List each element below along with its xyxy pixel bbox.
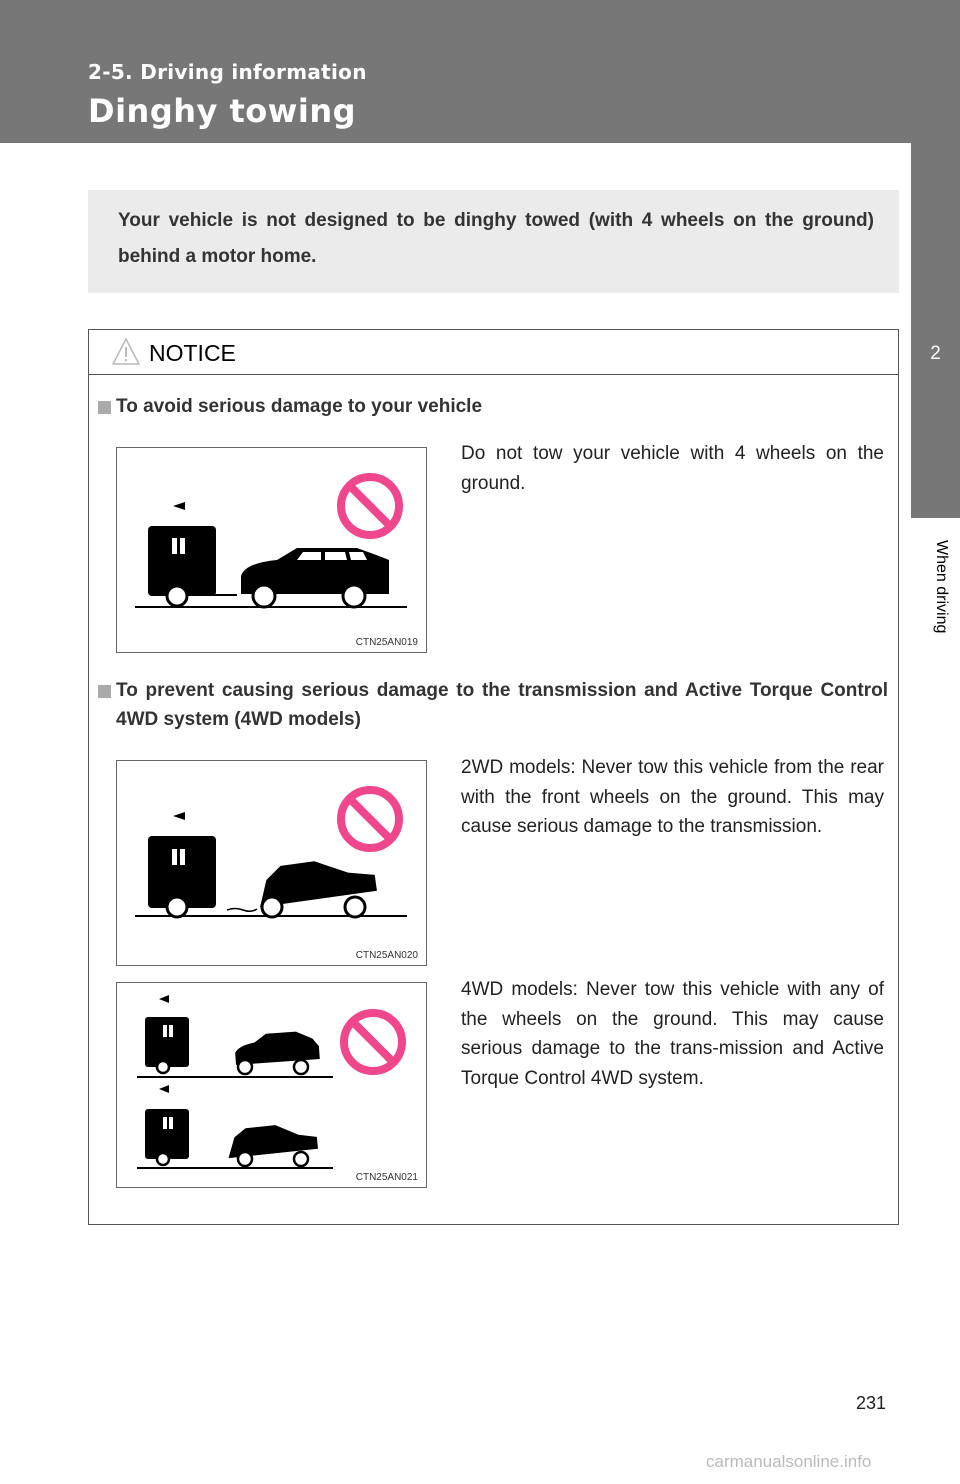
towing-illustration-3 (117, 983, 426, 1187)
notice-heading-damage: To avoid serious damage to your vehicle (116, 396, 483, 417)
figure-code: CTN25AN020 (355, 950, 418, 961)
section-label: 2-5. Driving information (88, 60, 367, 84)
figure-any-wheels-on-ground (116, 982, 427, 1188)
page-title: Dinghy towing (88, 92, 356, 130)
figure-code: CTN25AN021 (355, 1172, 418, 1183)
chapter-tab (911, 143, 960, 518)
intro-text: Your vehicle is not designed to be dinghy towed (with 4 wheels on the ground) behind a motor home. (118, 210, 874, 267)
bullet-square (98, 685, 111, 698)
watermark: carmanualsonline.info (706, 1452, 872, 1471)
figure-text-1: Do not tow your vehicle with 4 wheels on the ground. (461, 443, 884, 494)
page-number: 231 (856, 1393, 887, 1413)
notice-header (89, 330, 898, 375)
towing-illustration-1 (117, 448, 426, 652)
chapter-label: When driving (933, 540, 950, 634)
towing-illustration-2 (117, 761, 426, 965)
header-band (0, 0, 960, 143)
bullet-square (98, 401, 111, 414)
figure-text-3: 4WD models: Never tow this vehicle with any of the wheels on the ground. This may cause serious damage to the trans-mission and Active Torque Control 4WD system. (461, 979, 884, 1089)
chapter-number: 2 (930, 343, 941, 364)
warning-triangle-icon (111, 337, 141, 367)
intro-box (88, 190, 899, 293)
figure-code: CTN25AN019 (355, 637, 418, 648)
figure-text-2: 2WD models: Never tow this vehicle from the rear with the front wheels on the ground. This may cause serious damage to the transmission. (461, 757, 884, 837)
figure-front-wheels-on-ground (116, 760, 427, 966)
notice-box (88, 329, 899, 1225)
figure-four-wheels-towed (116, 447, 427, 653)
notice-title: NOTICE (149, 340, 236, 366)
notice-heading-transmission: To prevent causing serious damage to the transmission and Active Torque Control 4WD system (4WD models) (116, 680, 888, 730)
